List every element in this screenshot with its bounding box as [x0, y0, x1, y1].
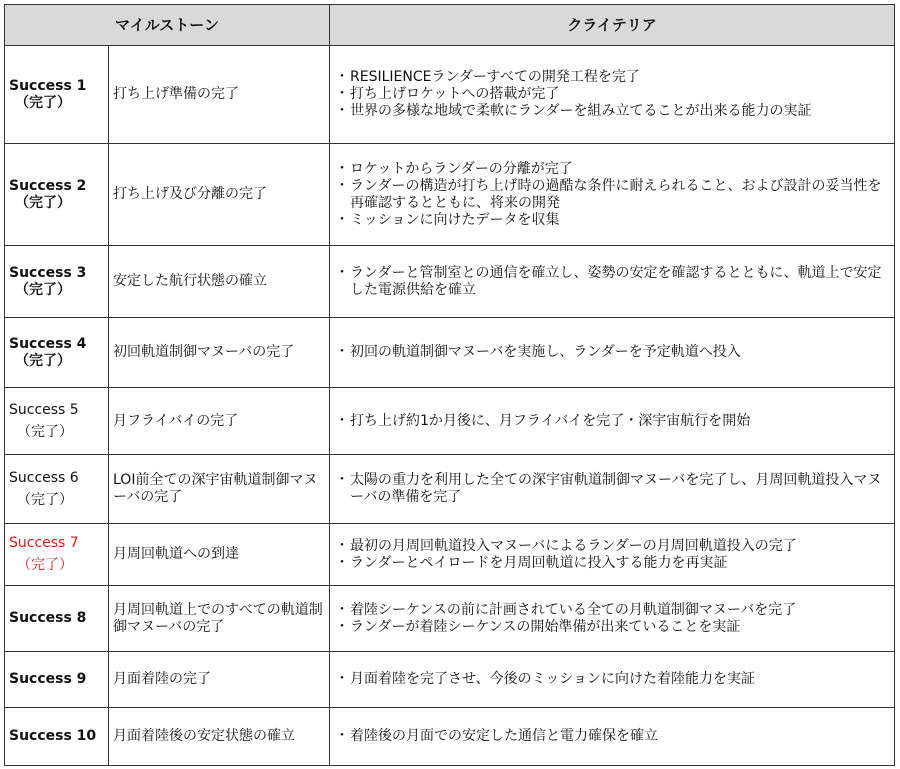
success-cell — [5, 388, 109, 455]
success-label: Success 4 — [9, 335, 87, 352]
criteria-item: ・ 最初の月周回軌道投入マヌーバによるランダーの月周回軌道投入の完了 — [338, 538, 890, 555]
header-milestone: マイルストーン — [5, 5, 330, 46]
criteria-item: ・ ランダーとペイロードを月周回軌道に投入する能力を再実証 — [338, 555, 890, 572]
criteria-item: ・ 打ち上げロケットへの搭載が完了 — [338, 86, 890, 103]
table-row — [5, 524, 895, 586]
success-cell — [5, 652, 109, 708]
success-label: Success 3 — [9, 264, 87, 281]
status-badge: （完了） — [15, 281, 71, 298]
criteria-item: ・ 世界の多様な地域で柔軟にランダーを組み立てることが出来る能力の実証 — [338, 103, 890, 120]
status-badge: （完了） — [17, 491, 73, 508]
table-row — [5, 586, 895, 652]
success-label: Success 9 — [9, 671, 87, 687]
milestone-cell: 月周回軌道への到達 — [109, 524, 330, 586]
criteria-cell — [330, 455, 895, 524]
criteria-item: ・ ランダーが着陸シーケンスの開始準備が出来ていることを実証 — [338, 619, 890, 636]
success-cell — [5, 246, 109, 318]
milestone-cell: 月面着陸の完了 — [109, 652, 330, 708]
success-cell — [5, 318, 109, 388]
criteria-item: ・ ミッションに向けたデータを収集 — [338, 212, 890, 229]
criteria-item: ・ 着陸シーケンスの前に計画されている全ての月軌道制御マヌーバを完了 — [338, 602, 890, 619]
milestone-cell: 月面着陸後の安定状態の確立 — [109, 708, 330, 766]
milestone-cell: 打ち上げ準備の完了 — [109, 46, 330, 144]
success-label: Success 10 — [9, 728, 97, 744]
milestone-cell: LOI前全ての深宇宙軌道制御マヌーバの完了 — [109, 455, 330, 524]
table-row — [5, 246, 895, 318]
criteria-item: ・ ランダーの構造が打ち上げ時の過酷な条件に耐えられること、および設計の妥当性を再確認するとともに、将来の開発 — [338, 178, 890, 212]
criteria-cell — [330, 586, 895, 652]
success-label: Success 2 — [9, 177, 87, 194]
criteria-item: ・ RESILIENCEランダーすべての開発工程を完了 — [338, 69, 890, 86]
criteria-cell — [330, 318, 895, 388]
table-row — [5, 455, 895, 524]
criteria-item: ・ 着陸後の月面での安定した通信と電力確保を確立 — [338, 728, 890, 745]
table-row — [5, 652, 895, 708]
success-cell — [5, 708, 109, 766]
status-badge: （完了） — [15, 352, 71, 369]
milestone-cell: 初回軌道制御マヌーバの完了 — [109, 318, 330, 388]
milestone-cell: 月周回軌道上でのすべての軌道制御マヌーバの完了 — [109, 586, 330, 652]
header-criteria: クライテリア — [330, 5, 895, 46]
status-badge: （完了） — [17, 423, 73, 440]
criteria-item: ・ 月面着陸を完了させ、今後のミッションに向けた着陸能力を実証 — [338, 671, 890, 688]
milestone-cell: 安定した航行状態の確立 — [109, 246, 330, 318]
success-cell — [5, 46, 109, 144]
criteria-item: ・ ランダーと管制室との通信を確立し、姿勢の安定を確認するとともに、軌道上で安定した電源供給を確立 — [338, 265, 890, 299]
criteria-item: ・ 太陽の重力を利用した全ての深宇宙軌道制御マヌーバを完了し、月周回軌道投入マヌーバの準備を完了 — [338, 472, 890, 506]
criteria-cell — [330, 708, 895, 766]
status-badge: （完了） — [15, 94, 71, 111]
success-cell — [5, 524, 109, 586]
criteria-cell — [330, 46, 895, 144]
criteria-cell — [330, 652, 895, 708]
status-badge: （完了） — [17, 557, 73, 573]
success-cell — [5, 144, 109, 246]
criteria-cell — [330, 524, 895, 586]
header-row — [5, 5, 895, 46]
success-label: Success 6 — [9, 469, 79, 486]
table-row — [5, 708, 895, 766]
criteria-cell — [330, 388, 895, 455]
success-label: Success 7 — [9, 535, 79, 551]
success-cell — [5, 455, 109, 524]
success-label: Success 1 — [9, 77, 87, 94]
milestone-cell: 月フライバイの完了 — [109, 388, 330, 455]
success-label: Success 5 — [9, 401, 79, 418]
criteria-cell — [330, 246, 895, 318]
criteria-cell — [330, 144, 895, 246]
table-row — [5, 388, 895, 455]
success-label: Success 8 — [9, 610, 87, 626]
milestone-table — [4, 4, 895, 766]
table-row — [5, 46, 895, 144]
success-cell — [5, 586, 109, 652]
table-row — [5, 318, 895, 388]
criteria-item: ・ ロケットからランダーの分離が完了 — [338, 161, 890, 178]
milestone-cell: 打ち上げ及び分離の完了 — [109, 144, 330, 246]
criteria-item: ・ 打ち上げ約1か月後に、月フライバイを完了・深宇宙航行を開始 — [338, 413, 890, 430]
table-row — [5, 144, 895, 246]
criteria-item: ・ 初回の軌道制御マヌーバを実施し、ランダーを予定軌道へ投入 — [338, 344, 890, 361]
status-badge: （完了） — [15, 194, 71, 211]
